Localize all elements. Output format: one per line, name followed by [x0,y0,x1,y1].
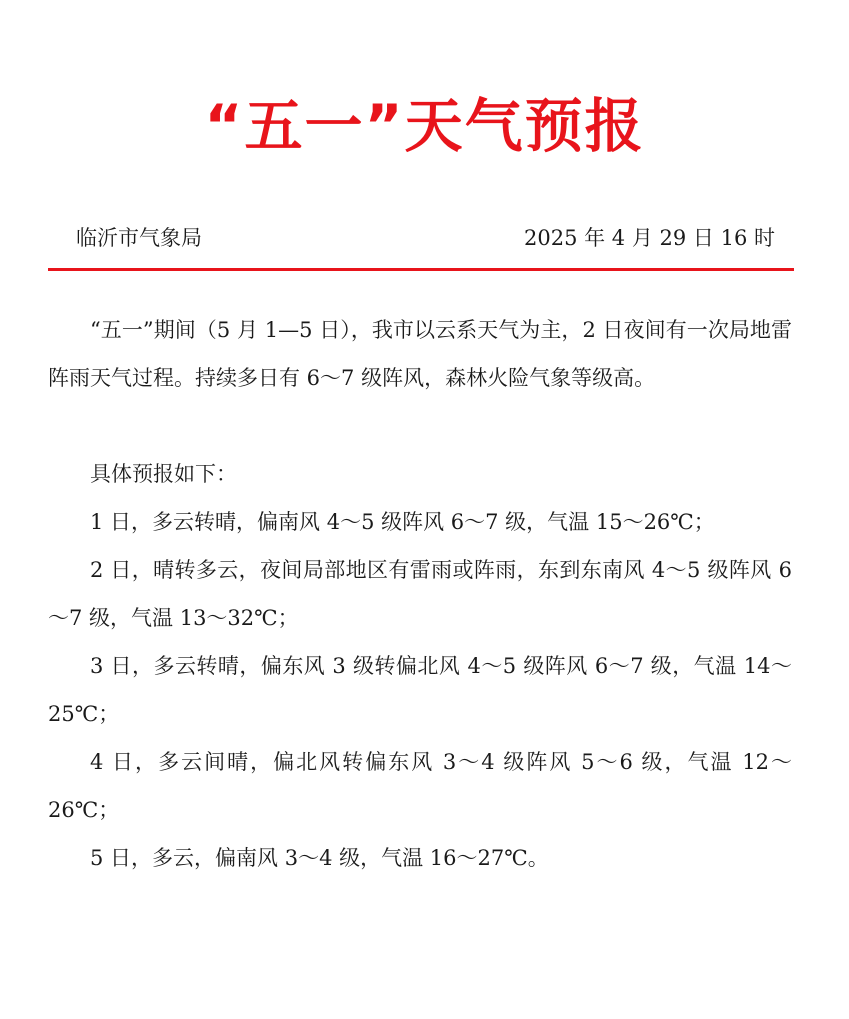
forecast-day-2: 2 日，晴转多云，夜间局部地区有雷雨或阵雨，东到东南风 4～5 级阵风 6～7 级，气温 13～32℃； [48,558,792,630]
forecast-day-4: 4 日，多云间晴，偏北风转偏东风 3～4 级阵风 5～6 级，气温 12～26℃； [48,750,792,822]
document-body [48,306,792,882]
forecast-day-5: 5 日，多云，偏南风 3～4 级，气温 16～27℃。 [90,846,549,870]
header-divider [48,268,794,271]
issuing-agency: 临沂市气象局 [76,226,202,250]
forecast-day-1: 1 日，多云转晴，偏南风 4～5 级阵风 6～7 级，气温 15～26℃； [90,510,715,534]
forecast-day-3: 3 日，多云转晴，偏东风 3 级转偏北风 4～5 级阵风 6～7 级，气温 14～25℃； [48,654,792,726]
forecast-intro: 具体预报如下： [90,462,237,486]
summary-paragraph: “五一”期间（5 月 1—5 日），我市以云系天气为主，2 日夜间有一次局地雷阵雨天气过程。持续多日有 6～7 级阵风，森林火险气象等级高。 [48,318,792,390]
issue-time: 2025 年 4 月 29 日 16 时 [524,226,775,250]
document-title: “五一”天气预报 [204,92,645,160]
